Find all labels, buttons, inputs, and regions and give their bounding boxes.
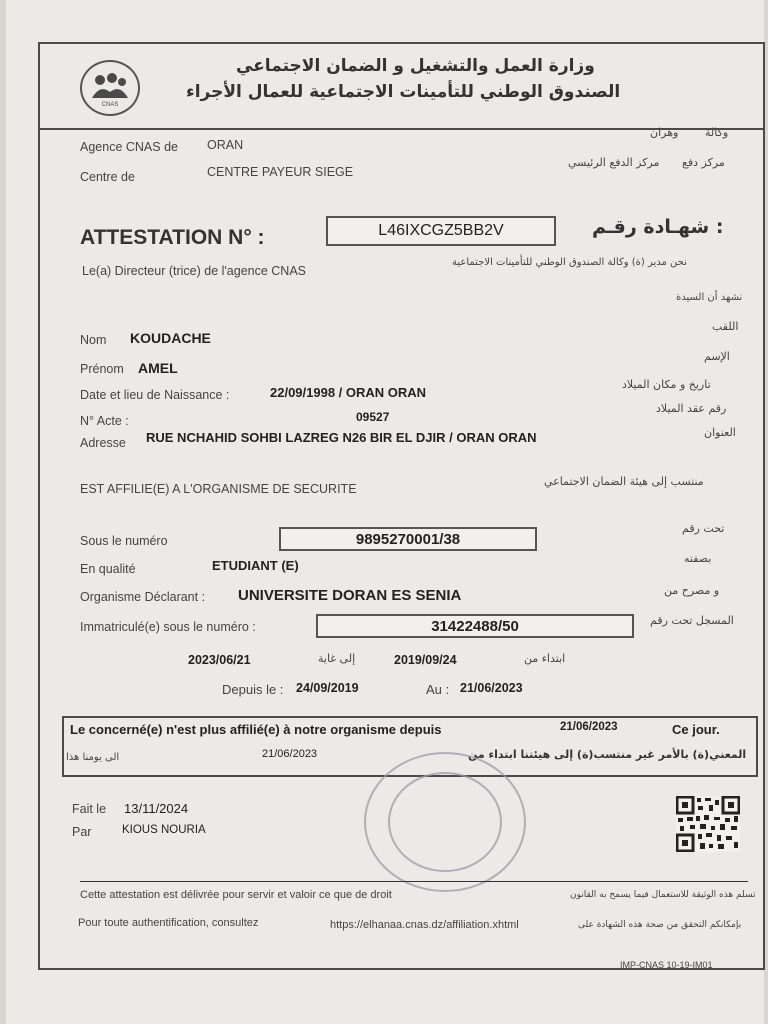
par-label: Par	[72, 825, 92, 839]
ss-number-value: 9895270001/38	[279, 527, 537, 551]
agency-value-ar: وهران	[650, 126, 679, 139]
attestation-title-ar: : شهـادة رقـم	[592, 216, 724, 238]
notice-date-ar: 21/06/2023	[262, 748, 318, 760]
prenom-label-ar: الإسم	[704, 350, 730, 363]
immat-value: 31422488/50	[316, 614, 634, 638]
qr-code-icon	[676, 796, 740, 852]
quality-value: ETUDIANT (E)	[212, 558, 299, 573]
centre-label-ar: مركز دفع	[682, 156, 725, 169]
fund-title: الصندوق الوطني للتأمينات الاجتماعية للعمال الأجراء	[186, 82, 621, 102]
address-label: Adresse	[80, 436, 126, 450]
immat-label: Immatriculé(e) sous le numéro :	[80, 620, 256, 634]
from-date: 2019/09/24	[394, 653, 457, 667]
nom-value: KOUDACHE	[130, 330, 211, 346]
certify-text-ar: نشهد أن السيدة	[676, 292, 743, 303]
quality-label: En qualité	[80, 562, 136, 576]
acte-value: 09527	[356, 410, 390, 424]
address-value: RUE NCHAHID SOHBI LAZREG N26 BIR EL DJIR / ORAN ORAN	[146, 430, 537, 445]
ss-number-label: Sous le numéro	[80, 534, 168, 548]
declarant-label-ar: و مصرح من	[664, 584, 720, 597]
affiliation-statement: EST AFFILIE(E) A L'ORGANISME DE SECURITE	[80, 482, 357, 496]
immat-label-ar: المسجل تحت رقم	[650, 614, 734, 627]
director-text-ar: نحن مدير (ة) وكالة الصندوق الوطني للتأمينات الاجتماعية	[452, 257, 687, 268]
au-value: 21/06/2023	[460, 681, 523, 695]
declarant-label: Organisme Déclarant :	[80, 590, 206, 604]
agency-label-ar: وكالة	[705, 126, 729, 139]
birth-value: 22/09/1998 / ORAN ORAN	[270, 385, 427, 400]
centre-label: Centre de	[80, 170, 135, 184]
fait-label: Fait le	[72, 802, 107, 816]
attestation-title: ATTESTATION N° :	[80, 226, 265, 249]
agency-value: ORAN	[207, 138, 244, 152]
attestation-number: L46IXCGZ5BB2V	[326, 216, 556, 246]
auth-url-link[interactable]: https://elhanaa.cnas.dz/affiliation.xhtml	[330, 919, 519, 931]
notice-date: 21/06/2023	[560, 721, 618, 733]
prenom-label: Prénom	[80, 362, 124, 376]
birth-label-ar: تاريخ و مكان الميلاد	[622, 378, 711, 391]
prenom-value: AMEL	[138, 360, 178, 376]
acte-label-ar: رقم عقد الميلاد	[656, 402, 727, 415]
validity-text: Cette attestation est délivrée pour servir et valoir ce que de droit	[80, 889, 392, 901]
affiliation-statement-ar: منتسب إلى هيئة الضمان الاجتماعي	[544, 475, 704, 488]
depuis-value: 24/09/2019	[296, 681, 359, 695]
form-reference: IMP-CNAS 10-19-IM01	[620, 960, 713, 970]
footer-divider	[80, 881, 748, 882]
ss-number-label-ar: تحت رقم	[682, 522, 725, 535]
centre-value-ar: مركز الدفع الرئيسي	[568, 156, 660, 169]
address-label-ar: العنوان	[704, 426, 736, 439]
notice-suffix: Ce jour.	[672, 722, 720, 737]
notice-suffix-ar: الى يومنا هذا	[66, 752, 120, 763]
centre-value: CENTRE PAYEUR SIEGE	[207, 165, 354, 179]
fait-date: 13/11/2024	[124, 801, 189, 816]
ministry-title: وزارة العمل والتشغيل و الضمان الاجتماعي	[236, 56, 595, 76]
notice-text: Le concerné(e) n'est plus affilié(e) à notre organisme depuis	[70, 722, 442, 737]
agency-label: Agence CNAS de	[80, 140, 178, 154]
from-label-ar: ابتداء من	[524, 652, 566, 665]
au-label: Au :	[426, 682, 450, 697]
until-label-ar: إلى غاية	[318, 652, 356, 665]
auth-text: Pour toute authentification, consultez	[78, 917, 259, 929]
auth-text-ar: بإمكانكم التحقق من صحة هذه الشهادة على	[578, 920, 742, 930]
director-text: Le(a) Directeur (trice) de l'agence CNAS	[82, 264, 306, 278]
until-date: 2023/06/21	[188, 653, 251, 667]
birth-label: Date et lieu de Naissance :	[80, 388, 230, 402]
declarant-value: UNIVERSITE DORAN ES SENIA	[238, 587, 462, 604]
svg-text:CNAS: CNAS	[101, 102, 119, 108]
nom-label-ar: اللقب	[712, 320, 739, 333]
official-stamp	[364, 752, 526, 892]
acte-label: N° Acte :	[80, 414, 129, 428]
depuis-label: Depuis le :	[222, 682, 284, 697]
cnas-logo-icon	[80, 60, 140, 116]
quality-label-ar: بصفته	[684, 552, 712, 565]
nom-label: Nom	[80, 333, 107, 347]
par-value: KIOUS NOURIA	[122, 824, 206, 836]
notice-text-ar: المعني(ة) بالأمر غير منتسب(ة) إلى هيئتنا ابتداء من	[468, 748, 747, 761]
validity-text-ar: تسلم هذه الوثيقة للاستعمال فيما يسمح به القانون	[570, 890, 756, 900]
